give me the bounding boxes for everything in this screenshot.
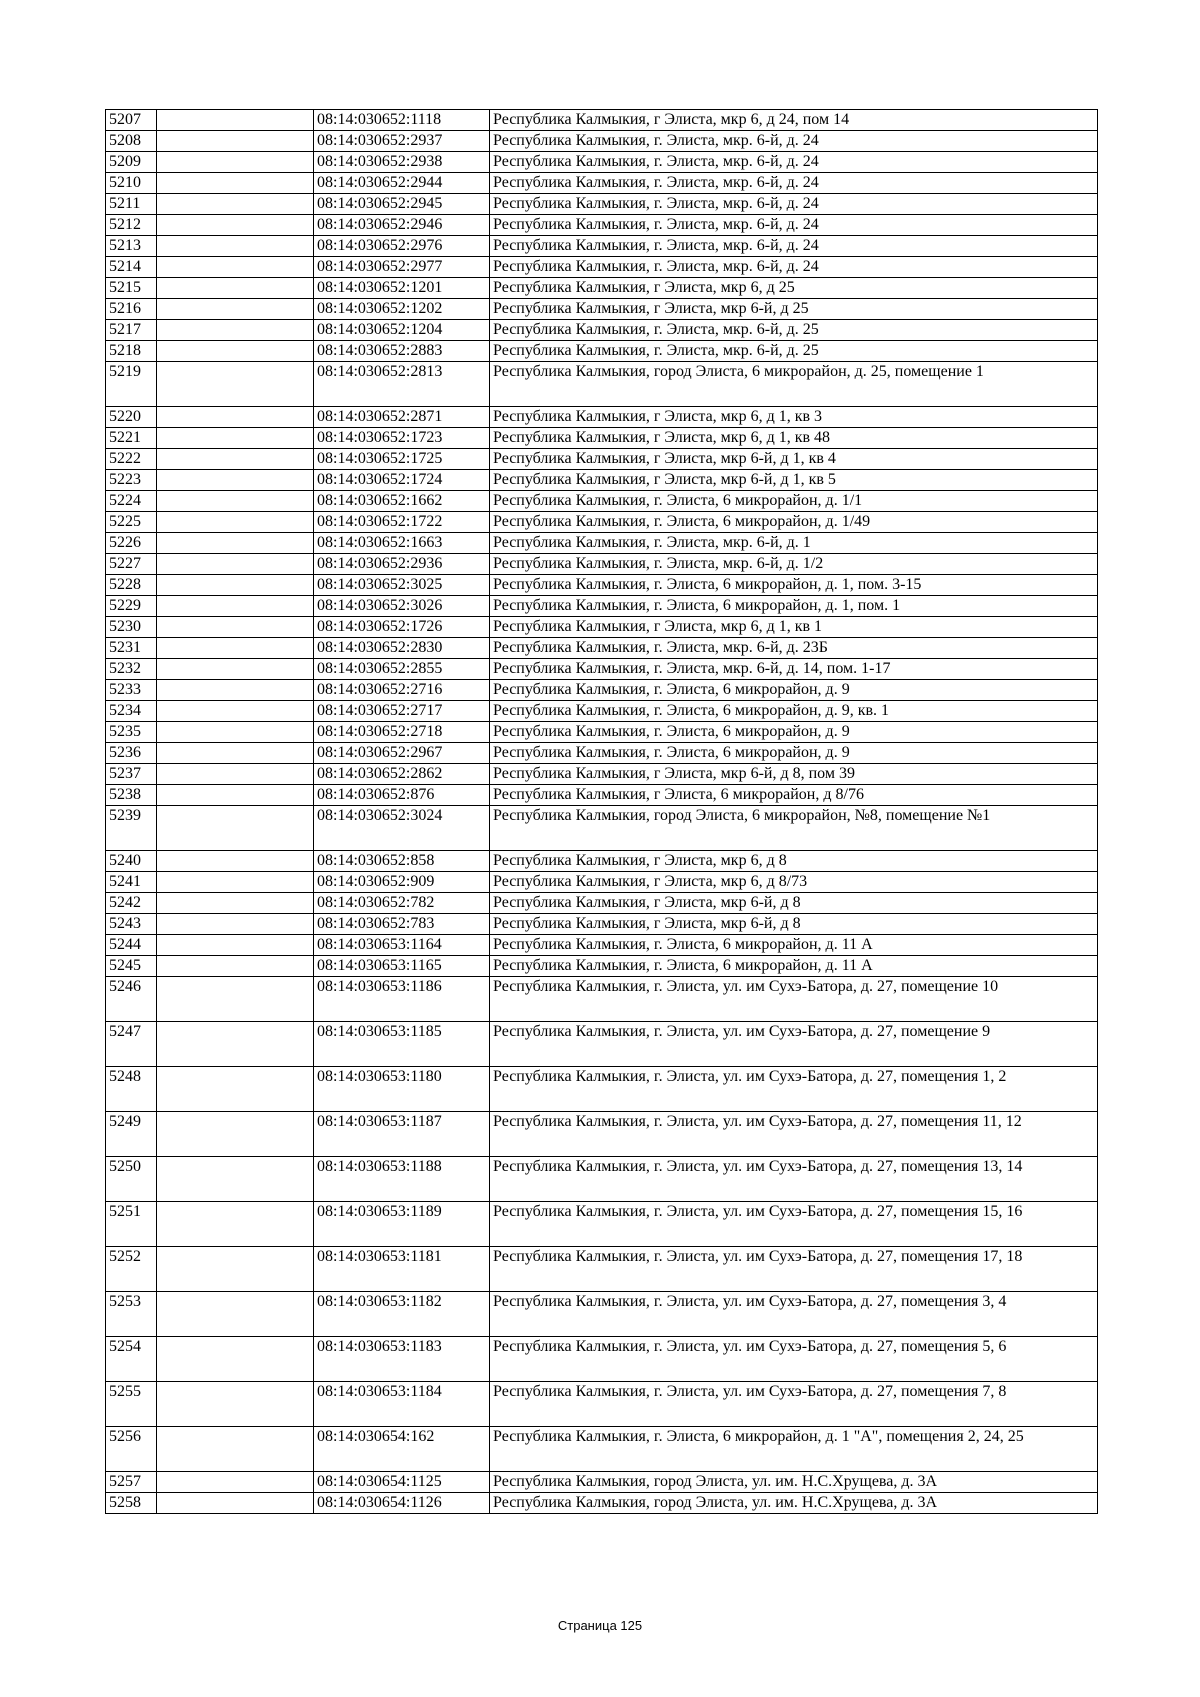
empty-cell bbox=[157, 470, 314, 491]
empty-cell bbox=[157, 1112, 314, 1157]
address-cell: Республика Калмыкия, г. Элиста, 6 микрорайон, д. 1 "А", помещения 2, 24, 25 bbox=[490, 1427, 1098, 1472]
address-cell: Республика Калмыкия, г. Элиста, ул. им Сухэ-Батора, д. 27, помещения 11, 12 bbox=[490, 1112, 1098, 1157]
row-number-cell: 5248 bbox=[106, 1067, 157, 1112]
row-number-cell: 5233 bbox=[106, 680, 157, 701]
table-row bbox=[106, 1382, 1098, 1427]
empty-cell bbox=[157, 407, 314, 428]
row-number-cell: 5243 bbox=[106, 914, 157, 935]
table-row bbox=[106, 554, 1098, 575]
row-number-cell: 5244 bbox=[106, 935, 157, 956]
address-cell: Республика Калмыкия, г. Элиста, ул. им Сухэ-Батора, д. 27, помещения 5, 6 bbox=[490, 1337, 1098, 1382]
empty-cell bbox=[157, 935, 314, 956]
row-number-cell: 5247 bbox=[106, 1022, 157, 1067]
table-row bbox=[106, 722, 1098, 743]
row-number-cell: 5222 bbox=[106, 449, 157, 470]
row-number-cell: 5228 bbox=[106, 575, 157, 596]
cadastral-number-cell: 08:14:030652:3025 bbox=[314, 575, 490, 596]
cadastral-number-cell: 08:14:030652:2937 bbox=[314, 131, 490, 152]
empty-cell bbox=[157, 1247, 314, 1292]
row-number-cell: 5255 bbox=[106, 1382, 157, 1427]
address-cell: Республика Калмыкия, г. Элиста, мкр. 6-й, д. 24 bbox=[490, 236, 1098, 257]
empty-cell bbox=[157, 173, 314, 194]
table-row bbox=[106, 236, 1098, 257]
row-number-cell: 5209 bbox=[106, 152, 157, 173]
empty-cell bbox=[157, 278, 314, 299]
cadastral-number-cell: 08:14:030652:782 bbox=[314, 893, 490, 914]
cadastral-number-cell: 08:14:030652:3026 bbox=[314, 596, 490, 617]
row-number-cell: 5223 bbox=[106, 470, 157, 491]
empty-cell bbox=[157, 215, 314, 236]
empty-cell bbox=[157, 1427, 314, 1472]
cadastral-number-cell: 08:14:030652:2862 bbox=[314, 764, 490, 785]
address-cell: Республика Калмыкия, г. Элиста, ул. им Сухэ-Батора, д. 27, помещения 13, 14 bbox=[490, 1157, 1098, 1202]
address-cell: Республика Калмыкия, г. Элиста, мкр. 6-й, д. 25 bbox=[490, 341, 1098, 362]
address-cell: Республика Калмыкия, г. Элиста, мкр. 6-й, д. 24 bbox=[490, 194, 1098, 215]
empty-cell bbox=[157, 194, 314, 215]
address-cell: Республика Калмыкия, г. Элиста, мкр. 6-й, д. 24 bbox=[490, 257, 1098, 278]
table-row bbox=[106, 1112, 1098, 1157]
cadastral-number-cell: 08:14:030652:1725 bbox=[314, 449, 490, 470]
cadastral-number-cell: 08:14:030652:2717 bbox=[314, 701, 490, 722]
address-cell: Республика Калмыкия, г Элиста, мкр 6, д 24, пом 14 bbox=[490, 110, 1098, 131]
row-number-cell: 5221 bbox=[106, 428, 157, 449]
cadastral-number-cell: 08:14:030653:1189 bbox=[314, 1202, 490, 1247]
row-number-cell: 5252 bbox=[106, 1247, 157, 1292]
table-row bbox=[106, 977, 1098, 1022]
address-cell: Республика Калмыкия, г. Элиста, 6 микрорайон, д. 1, пом. 1 bbox=[490, 596, 1098, 617]
address-cell: Республика Калмыкия, город Элиста, ул. им. Н.С.Хрущева, д. 3А bbox=[490, 1472, 1098, 1493]
row-number-cell: 5241 bbox=[106, 872, 157, 893]
address-cell: Республика Калмыкия, г. Элиста, 6 микрорайон, д. 9 bbox=[490, 722, 1098, 743]
empty-cell bbox=[157, 680, 314, 701]
table-row bbox=[106, 491, 1098, 512]
row-number-cell: 5213 bbox=[106, 236, 157, 257]
address-cell: Республика Калмыкия, г Элиста, мкр 6, д 8/73 bbox=[490, 872, 1098, 893]
empty-cell bbox=[157, 1292, 314, 1337]
empty-cell bbox=[157, 596, 314, 617]
table-row bbox=[106, 1247, 1098, 1292]
table-row bbox=[106, 893, 1098, 914]
page-number: Страница 125 bbox=[557, 1618, 643, 1633]
address-cell: Республика Калмыкия, г. Элиста, мкр. 6-й, д. 24 bbox=[490, 131, 1098, 152]
address-cell: Республика Калмыкия, город Элиста, 6 микрорайон, №8, помещение №1 bbox=[490, 806, 1098, 851]
address-cell: Республика Калмыкия, г. Элиста, 6 микрорайон, д. 9 bbox=[490, 680, 1098, 701]
cadastral-number-cell: 08:14:030652:858 bbox=[314, 851, 490, 872]
row-number-cell: 5212 bbox=[106, 215, 157, 236]
address-cell: Республика Калмыкия, г Элиста, мкр 6, д 1, кв 1 bbox=[490, 617, 1098, 638]
row-number-cell: 5210 bbox=[106, 173, 157, 194]
address-cell: Республика Калмыкия, г Элиста, мкр 6, д 1, кв 48 bbox=[490, 428, 1098, 449]
address-cell: Республика Калмыкия, г. Элиста, мкр. 6-й, д. 24 bbox=[490, 152, 1098, 173]
address-cell: Республика Калмыкия, г Элиста, 6 микрорайон, д 8/76 bbox=[490, 785, 1098, 806]
empty-cell bbox=[157, 1493, 314, 1514]
table-row bbox=[106, 1202, 1098, 1247]
table-row bbox=[106, 956, 1098, 977]
cadastral-number-cell: 08:14:030652:2945 bbox=[314, 194, 490, 215]
row-number-cell: 5250 bbox=[106, 1157, 157, 1202]
address-cell: Республика Калмыкия, г. Элиста, ул. им Сухэ-Батора, д. 27, помещения 15, 16 bbox=[490, 1202, 1098, 1247]
row-number-cell: 5224 bbox=[106, 491, 157, 512]
address-cell: Республика Калмыкия, г. Элиста, 6 микрорайон, д. 9, кв. 1 bbox=[490, 701, 1098, 722]
cadastral-number-cell: 08:14:030653:1184 bbox=[314, 1382, 490, 1427]
table-row bbox=[106, 1067, 1098, 1112]
address-cell: Республика Калмыкия, г Элиста, мкр 6, д 1, кв 3 bbox=[490, 407, 1098, 428]
empty-cell bbox=[157, 872, 314, 893]
table-row bbox=[106, 914, 1098, 935]
empty-cell bbox=[157, 1157, 314, 1202]
empty-cell bbox=[157, 1472, 314, 1493]
address-cell: Республика Калмыкия, г Элиста, мкр 6-й, д 8 bbox=[490, 893, 1098, 914]
cadastral-number-cell: 08:14:030652:1723 bbox=[314, 428, 490, 449]
address-cell: Республика Калмыкия, г. Элиста, ул. им Сухэ-Батора, д. 27, помещения 17, 18 bbox=[490, 1247, 1098, 1292]
cadastral-number-cell: 08:14:030652:2718 bbox=[314, 722, 490, 743]
table-row bbox=[106, 638, 1098, 659]
table-row bbox=[106, 470, 1098, 491]
empty-cell bbox=[157, 110, 314, 131]
cadastral-number-cell: 08:14:030653:1165 bbox=[314, 956, 490, 977]
cadastral-number-cell: 08:14:030652:1662 bbox=[314, 491, 490, 512]
empty-cell bbox=[157, 575, 314, 596]
table-row bbox=[106, 194, 1098, 215]
row-number-cell: 5238 bbox=[106, 785, 157, 806]
empty-cell bbox=[157, 554, 314, 575]
cadastral-number-cell: 08:14:030652:2944 bbox=[314, 173, 490, 194]
address-cell: Республика Калмыкия, г. Элиста, ул. им Сухэ-Батора, д. 27, помещения 7, 8 bbox=[490, 1382, 1098, 1427]
row-number-cell: 5249 bbox=[106, 1112, 157, 1157]
cadastral-number-cell: 08:14:030653:1188 bbox=[314, 1157, 490, 1202]
empty-cell bbox=[157, 1022, 314, 1067]
row-number-cell: 5237 bbox=[106, 764, 157, 785]
row-number-cell: 5231 bbox=[106, 638, 157, 659]
cadastral-number-cell: 08:14:030652:2936 bbox=[314, 554, 490, 575]
cadastral-number-cell: 08:14:030652:876 bbox=[314, 785, 490, 806]
empty-cell bbox=[157, 764, 314, 785]
table-row bbox=[106, 152, 1098, 173]
row-number-cell: 5214 bbox=[106, 257, 157, 278]
row-number-cell: 5216 bbox=[106, 299, 157, 320]
address-cell: Республика Калмыкия, г. Элиста, мкр. 6-й, д. 24 bbox=[490, 173, 1098, 194]
empty-cell bbox=[157, 131, 314, 152]
row-number-cell: 5226 bbox=[106, 533, 157, 554]
cadastral-number-cell: 08:14:030652:3024 bbox=[314, 806, 490, 851]
table-row bbox=[106, 617, 1098, 638]
cadastral-number-cell: 08:14:030652:2976 bbox=[314, 236, 490, 257]
empty-cell bbox=[157, 257, 314, 278]
table-row bbox=[106, 131, 1098, 152]
table-row bbox=[106, 935, 1098, 956]
address-cell: Республика Калмыкия, г. Элиста, 6 микрорайон, д. 1, пом. 3-15 bbox=[490, 575, 1098, 596]
cadastral-number-cell: 08:14:030652:1663 bbox=[314, 533, 490, 554]
cadastral-number-cell: 08:14:030652:1202 bbox=[314, 299, 490, 320]
address-cell: Республика Калмыкия, г. Элиста, 6 микрорайон, д. 11 А bbox=[490, 956, 1098, 977]
row-number-cell: 5207 bbox=[106, 110, 157, 131]
row-number-cell: 5258 bbox=[106, 1493, 157, 1514]
table-row bbox=[106, 1157, 1098, 1202]
empty-cell bbox=[157, 449, 314, 470]
empty-cell bbox=[157, 659, 314, 680]
table-row bbox=[106, 299, 1098, 320]
table-row bbox=[106, 785, 1098, 806]
row-number-cell: 5240 bbox=[106, 851, 157, 872]
cadastral-number-cell: 08:14:030652:2716 bbox=[314, 680, 490, 701]
row-number-cell: 5256 bbox=[106, 1427, 157, 1472]
address-cell: Республика Калмыкия, г Элиста, мкр 6, д 25 bbox=[490, 278, 1098, 299]
row-number-cell: 5253 bbox=[106, 1292, 157, 1337]
address-cell: Республика Калмыкия, г. Элиста, мкр. 6-й, д. 23Б bbox=[490, 638, 1098, 659]
empty-cell bbox=[157, 1337, 314, 1382]
row-number-cell: 5236 bbox=[106, 743, 157, 764]
cadastral-number-cell: 08:14:030652:2830 bbox=[314, 638, 490, 659]
row-number-cell: 5251 bbox=[106, 1202, 157, 1247]
row-number-cell: 5215 bbox=[106, 278, 157, 299]
table-row bbox=[106, 449, 1098, 470]
cadastral-number-cell: 08:14:030652:783 bbox=[314, 914, 490, 935]
address-cell: Республика Калмыкия, г. Элиста, мкр. 6-й, д. 1/2 bbox=[490, 554, 1098, 575]
address-cell: Республика Калмыкия, г. Элиста, 6 микрорайон, д. 1/1 bbox=[490, 491, 1098, 512]
row-number-cell: 5234 bbox=[106, 701, 157, 722]
row-number-cell: 5232 bbox=[106, 659, 157, 680]
table-row bbox=[106, 872, 1098, 893]
address-cell: Республика Калмыкия, г. Элиста, 6 микрорайон, д. 11 А bbox=[490, 935, 1098, 956]
address-cell: Республика Калмыкия, город Элиста, 6 микрорайон, д. 25, помещение 1 bbox=[490, 362, 1098, 407]
cadastral-number-cell: 08:14:030652:909 bbox=[314, 872, 490, 893]
address-cell: Республика Калмыкия, г. Элиста, мкр. 6-й, д. 25 bbox=[490, 320, 1098, 341]
table-row bbox=[106, 596, 1098, 617]
empty-cell bbox=[157, 956, 314, 977]
table-row bbox=[106, 533, 1098, 554]
empty-cell bbox=[157, 362, 314, 407]
cadastral-number-cell: 08:14:030652:1724 bbox=[314, 470, 490, 491]
address-cell: Республика Калмыкия, г Элиста, мкр 6-й, д 1, кв 5 bbox=[490, 470, 1098, 491]
table-row bbox=[106, 110, 1098, 131]
table-row bbox=[106, 257, 1098, 278]
table-row bbox=[106, 341, 1098, 362]
row-number-cell: 5229 bbox=[106, 596, 157, 617]
cadastral-number-cell: 08:14:030652:2855 bbox=[314, 659, 490, 680]
address-cell: Республика Калмыкия, г. Элиста, мкр. 6-й, д. 14, пом. 1-17 bbox=[490, 659, 1098, 680]
empty-cell bbox=[157, 299, 314, 320]
table-row bbox=[106, 320, 1098, 341]
empty-cell bbox=[157, 638, 314, 659]
empty-cell bbox=[157, 341, 314, 362]
cadastral-number-cell: 08:14:030654:1125 bbox=[314, 1472, 490, 1493]
empty-cell bbox=[157, 533, 314, 554]
table-row bbox=[106, 173, 1098, 194]
table-row bbox=[106, 659, 1098, 680]
row-number-cell: 5225 bbox=[106, 512, 157, 533]
table-row bbox=[106, 743, 1098, 764]
empty-cell bbox=[157, 491, 314, 512]
table-row bbox=[106, 1493, 1098, 1514]
cadastral-number-cell: 08:14:030653:1185 bbox=[314, 1022, 490, 1067]
cadastral-number-cell: 08:14:030652:1118 bbox=[314, 110, 490, 131]
registry-table bbox=[105, 109, 1098, 1514]
address-cell: Республика Калмыкия, г Элиста, мкр 6, д 8 bbox=[490, 851, 1098, 872]
row-number-cell: 5230 bbox=[106, 617, 157, 638]
empty-cell bbox=[157, 236, 314, 257]
table-row bbox=[106, 512, 1098, 533]
cadastral-number-cell: 08:14:030652:1201 bbox=[314, 278, 490, 299]
address-cell: Республика Калмыкия, г Элиста, мкр 6-й, д 25 bbox=[490, 299, 1098, 320]
cadastral-number-cell: 08:14:030653:1164 bbox=[314, 935, 490, 956]
row-number-cell: 5242 bbox=[106, 893, 157, 914]
table-row bbox=[106, 1472, 1098, 1493]
cadastral-number-cell: 08:14:030652:1726 bbox=[314, 617, 490, 638]
cadastral-number-cell: 08:14:030653:1181 bbox=[314, 1247, 490, 1292]
empty-cell bbox=[157, 722, 314, 743]
row-number-cell: 5211 bbox=[106, 194, 157, 215]
row-number-cell: 5220 bbox=[106, 407, 157, 428]
address-cell: Республика Калмыкия, г. Элиста, мкр. 6-й, д. 1 bbox=[490, 533, 1098, 554]
empty-cell bbox=[157, 806, 314, 851]
table-row bbox=[106, 278, 1098, 299]
row-number-cell: 5219 bbox=[106, 362, 157, 407]
row-number-cell: 5245 bbox=[106, 956, 157, 977]
cadastral-number-cell: 08:14:030653:1182 bbox=[314, 1292, 490, 1337]
row-number-cell: 5235 bbox=[106, 722, 157, 743]
empty-cell bbox=[157, 977, 314, 1022]
row-number-cell: 5254 bbox=[106, 1337, 157, 1382]
cadastral-number-cell: 08:14:030652:1722 bbox=[314, 512, 490, 533]
empty-cell bbox=[157, 512, 314, 533]
cadastral-number-cell: 08:14:030653:1183 bbox=[314, 1337, 490, 1382]
table-row bbox=[106, 362, 1098, 407]
empty-cell bbox=[157, 701, 314, 722]
address-cell: Республика Калмыкия, г. Элиста, ул. им Сухэ-Батора, д. 27, помещение 10 bbox=[490, 977, 1098, 1022]
empty-cell bbox=[157, 893, 314, 914]
row-number-cell: 5239 bbox=[106, 806, 157, 851]
address-cell: Республика Калмыкия, г Элиста, мкр 6-й, д 8, пом 39 bbox=[490, 764, 1098, 785]
empty-cell bbox=[157, 1067, 314, 1112]
cadastral-number-cell: 08:14:030652:2977 bbox=[314, 257, 490, 278]
table-row bbox=[106, 764, 1098, 785]
table-row bbox=[106, 1427, 1098, 1472]
address-cell: Республика Калмыкия, г. Элиста, мкр. 6-й, д. 24 bbox=[490, 215, 1098, 236]
table-row bbox=[106, 428, 1098, 449]
registry-table-body bbox=[106, 110, 1098, 1514]
cadastral-number-cell: 08:14:030654:162 bbox=[314, 1427, 490, 1472]
table-row bbox=[106, 701, 1098, 722]
address-cell: Республика Калмыкия, г. Элиста, ул. им Сухэ-Батора, д. 27, помещения 3, 4 bbox=[490, 1292, 1098, 1337]
cadastral-number-cell: 08:14:030652:2871 bbox=[314, 407, 490, 428]
row-number-cell: 5208 bbox=[106, 131, 157, 152]
address-cell: Республика Калмыкия, г. Элиста, ул. им Сухэ-Батора, д. 27, помещение 9 bbox=[490, 1022, 1098, 1067]
cadastral-number-cell: 08:14:030653:1187 bbox=[314, 1112, 490, 1157]
cadastral-number-cell: 08:14:030652:2883 bbox=[314, 341, 490, 362]
table-row bbox=[106, 1337, 1098, 1382]
table-row bbox=[106, 1022, 1098, 1067]
cadastral-number-cell: 08:14:030652:1204 bbox=[314, 320, 490, 341]
table-row bbox=[106, 1292, 1098, 1337]
empty-cell bbox=[157, 785, 314, 806]
row-number-cell: 5246 bbox=[106, 977, 157, 1022]
cadastral-number-cell: 08:14:030652:2946 bbox=[314, 215, 490, 236]
empty-cell bbox=[157, 914, 314, 935]
cadastral-number-cell: 08:14:030653:1186 bbox=[314, 977, 490, 1022]
address-cell: Республика Калмыкия, г. Элиста, 6 микрорайон, д. 9 bbox=[490, 743, 1098, 764]
row-number-cell: 5218 bbox=[106, 341, 157, 362]
table-row bbox=[106, 407, 1098, 428]
empty-cell bbox=[157, 320, 314, 341]
table-row bbox=[106, 215, 1098, 236]
table-row bbox=[106, 575, 1098, 596]
row-number-cell: 5217 bbox=[106, 320, 157, 341]
empty-cell bbox=[157, 428, 314, 449]
empty-cell bbox=[157, 743, 314, 764]
cadastral-number-cell: 08:14:030652:2813 bbox=[314, 362, 490, 407]
cadastral-number-cell: 08:14:030653:1180 bbox=[314, 1067, 490, 1112]
empty-cell bbox=[157, 1382, 314, 1427]
row-number-cell: 5227 bbox=[106, 554, 157, 575]
address-cell: Республика Калмыкия, г. Элиста, 6 микрорайон, д. 1/49 bbox=[490, 512, 1098, 533]
table-row bbox=[106, 851, 1098, 872]
empty-cell bbox=[157, 851, 314, 872]
cadastral-number-cell: 08:14:030654:1126 bbox=[314, 1493, 490, 1514]
empty-cell bbox=[157, 152, 314, 173]
address-cell: Республика Калмыкия, г Элиста, мкр 6-й, д 8 bbox=[490, 914, 1098, 935]
address-cell: Республика Калмыкия, г Элиста, мкр 6-й, д 1, кв 4 bbox=[490, 449, 1098, 470]
address-cell: Республика Калмыкия, г. Элиста, ул. им Сухэ-Батора, д. 27, помещения 1, 2 bbox=[490, 1067, 1098, 1112]
address-cell: Республика Калмыкия, город Элиста, ул. им. Н.С.Хрущева, д. 3А bbox=[490, 1493, 1098, 1514]
row-number-cell: 5257 bbox=[106, 1472, 157, 1493]
empty-cell bbox=[157, 1202, 314, 1247]
table-row bbox=[106, 680, 1098, 701]
empty-cell bbox=[157, 617, 314, 638]
cadastral-number-cell: 08:14:030652:2967 bbox=[314, 743, 490, 764]
table-row bbox=[106, 806, 1098, 851]
cadastral-number-cell: 08:14:030652:2938 bbox=[314, 152, 490, 173]
